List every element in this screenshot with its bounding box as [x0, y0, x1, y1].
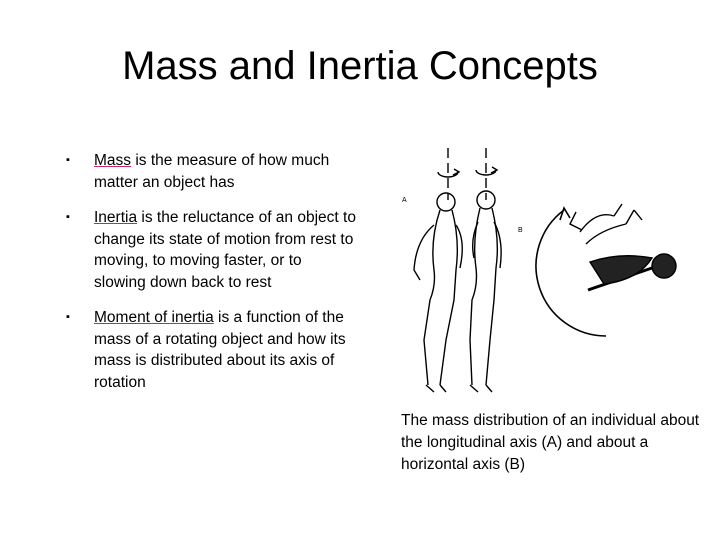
bullet-mass	[66, 150, 356, 193]
slide-title: Mass and Inertia Concepts	[122, 44, 598, 88]
term-mass: Mass	[94, 152, 132, 169]
bullet-text: is the measure of how much matter an object has	[94, 152, 330, 191]
bullet-text: is the reluctance of an object to change its state of motion from rest to moving, to moving faster, or to slowing down back to rest	[94, 209, 356, 291]
square-bullet-icon: ▪	[66, 211, 70, 223]
figure-caption: The mass distribution of an individual about the longitudinal axis (A) and about a horizontal axis (B)	[401, 412, 700, 473]
mass-distribution-illustration	[390, 140, 690, 410]
term-moment-of-inertia: Moment of inertia	[94, 309, 214, 326]
bullet-list	[66, 150, 356, 393]
square-bullet-icon: ▪	[66, 154, 70, 166]
bullet-text: is a function of the mass of a rotating object and how its mass is distributed about its axis of rotation	[94, 309, 346, 391]
figure-label-a: A	[402, 197, 407, 204]
square-bullet-icon: ▪	[66, 311, 70, 323]
figure-label-b: B	[518, 227, 523, 234]
bullet-inertia	[66, 207, 356, 293]
longitudinal-axis-figure	[414, 148, 501, 392]
term-inertia: Inertia	[94, 209, 138, 226]
horizontal-axis-figure	[536, 204, 676, 336]
bullet-moment-of-inertia	[66, 307, 356, 393]
